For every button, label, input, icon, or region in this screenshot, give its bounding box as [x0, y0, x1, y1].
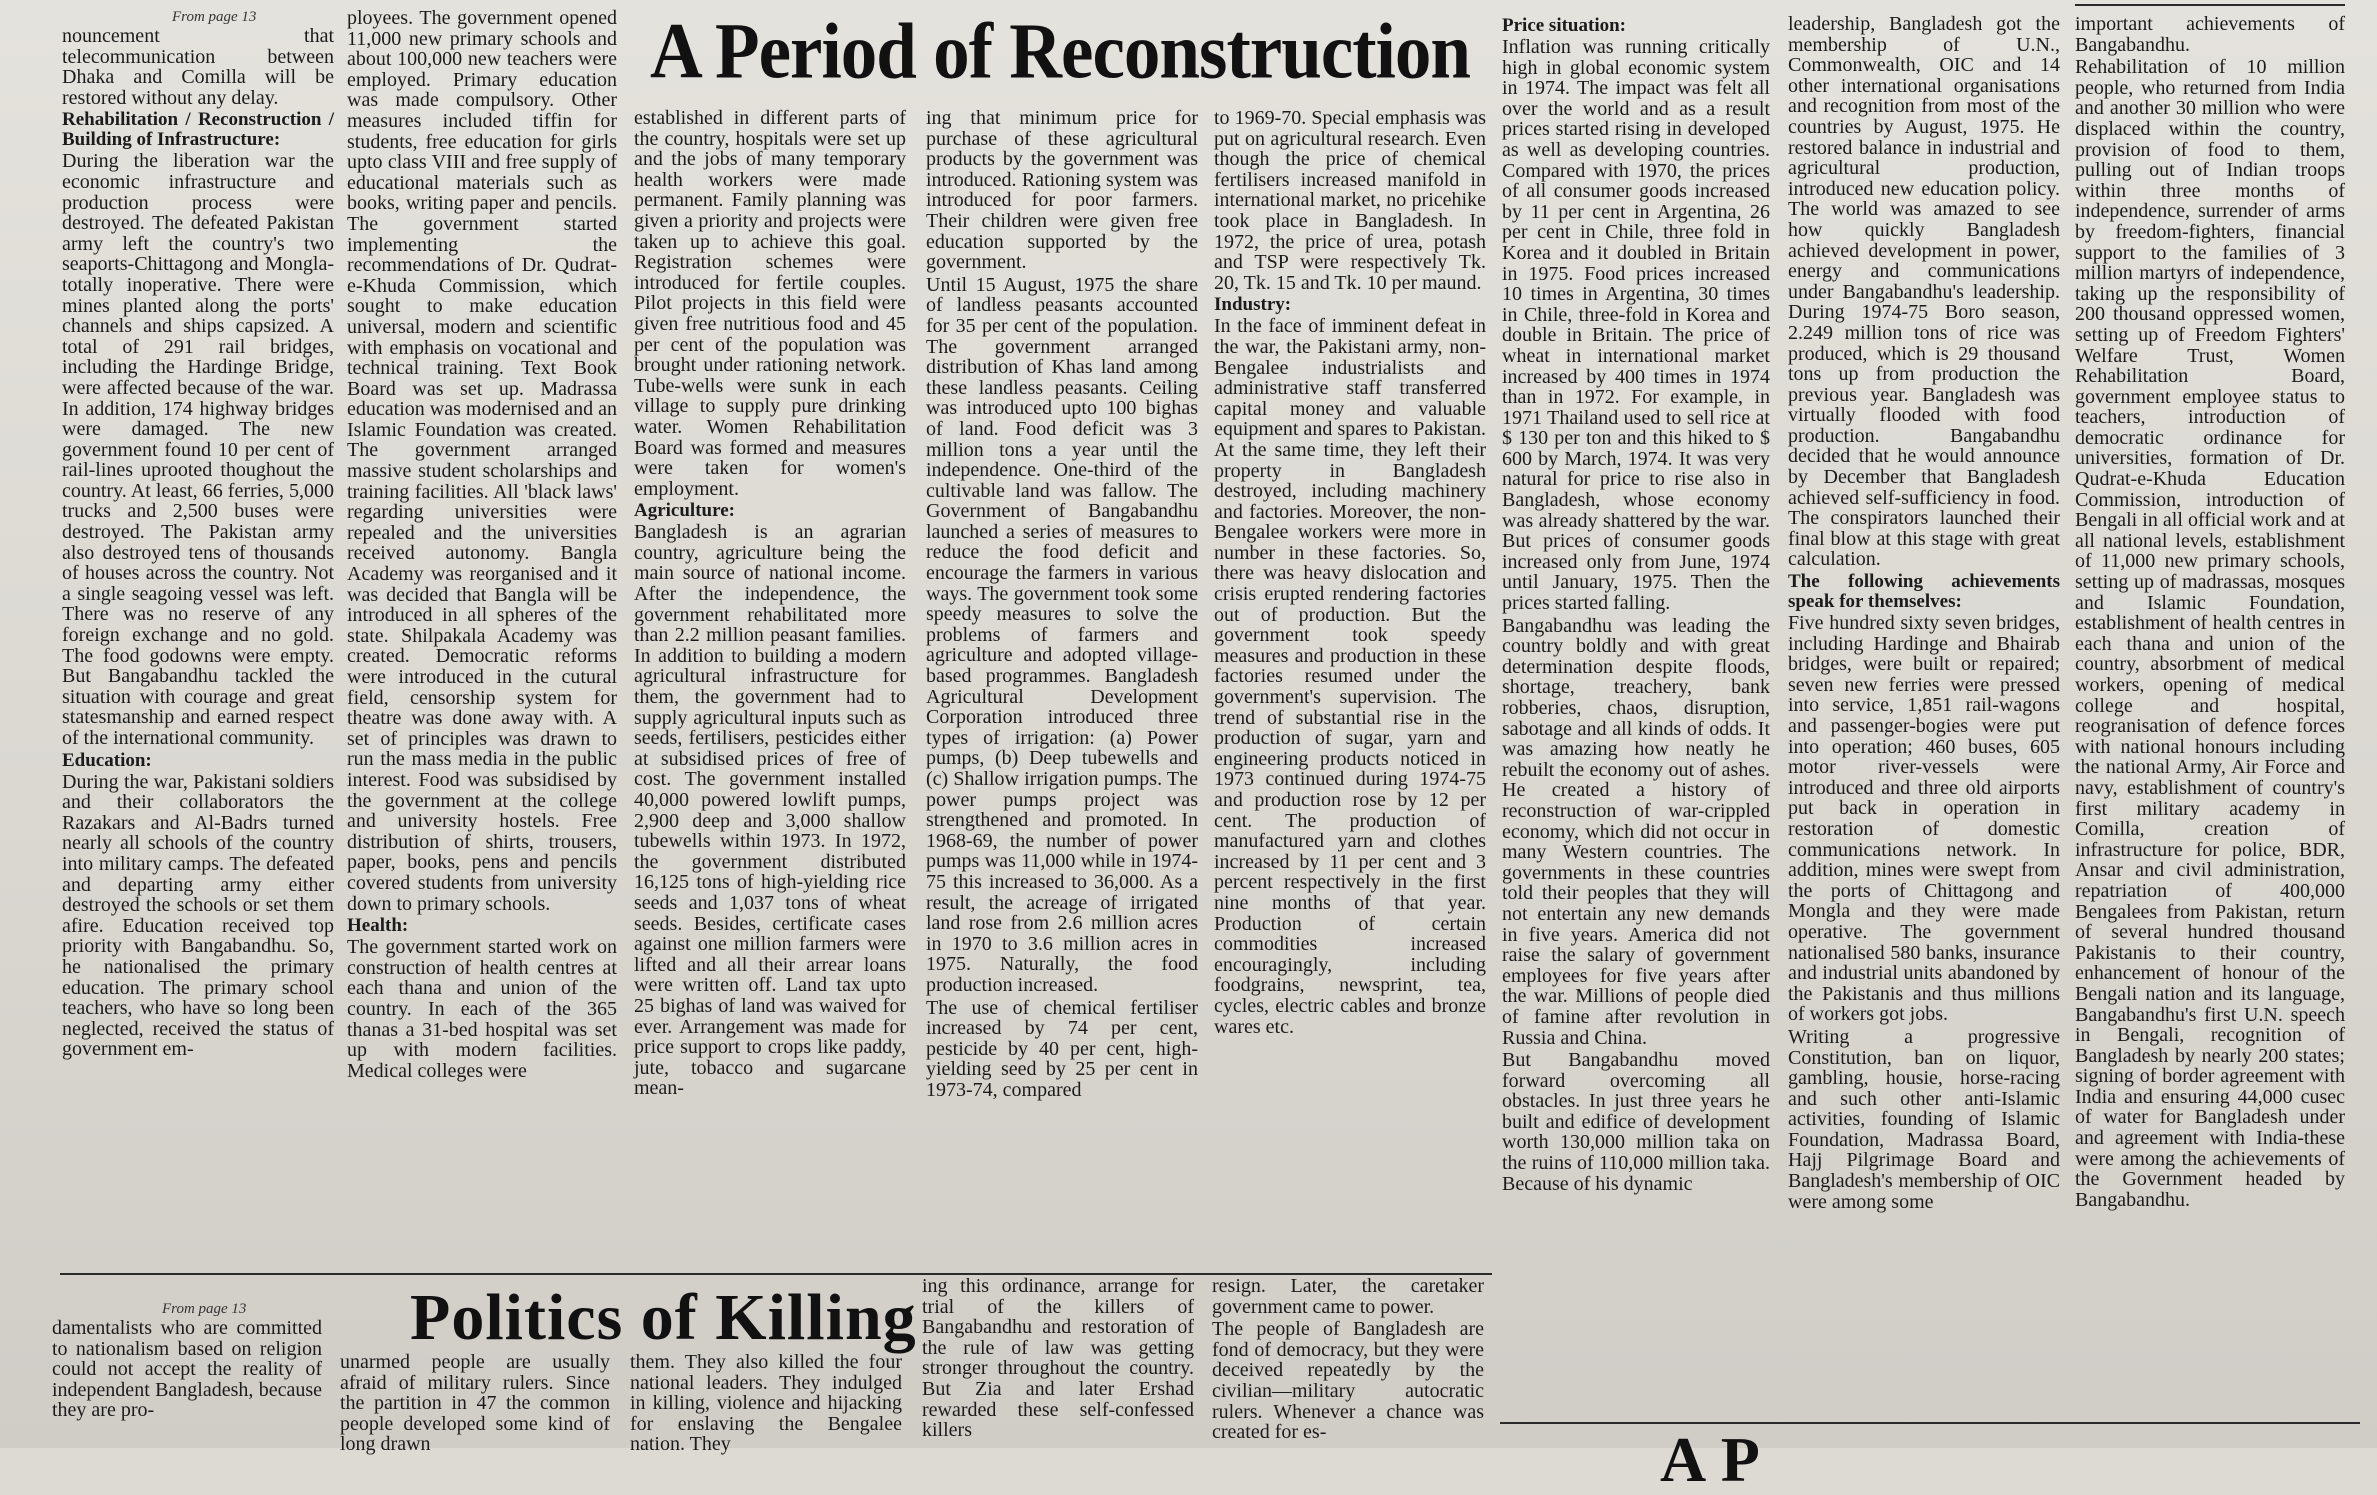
- col6-text-b: Bangabandhu was leading the country boldly and with great determination despite floods, shortage, treachery, bank robberies, chaos, disruption, sabotage and all kinds of odds. It was amazing how neatly he rebuilt the economy out of ashes. He created a history of reconstruction of war-crippled economy, which did not occur in many Western countries. The governments in these countries told their peoples that they will not entertain any new demands in five years. America did not raise the salary of government employees for five years after the war. Millions of people died of famine after revolution in Russia and China.: [1502, 614, 1770, 1049]
- col7-text-b: Writing a progressive Constitution, ban on liquor, gambling, housie, horse-racing and such other anti-Islamic activities, founding of Islamic Foundation, Madrassa Board, Hajj Pilgrimage Board and Bangladesh's membership of OIC were among some: [1788, 1025, 2060, 1213]
- subhead-industry: Industry:: [1214, 294, 1292, 316]
- col4-text-b: Until 15 August, 1975 the share of landless peasants accounted for 35 per cent of the population. The government arranged distribution of Khas land among these landless peasants. Ceiling was introduced upto 100 bighas of land. Food deficit was 3 million tons a year until the independence. One-third of the cultivable land was fallow. The Government of Bangabandhu launched a series of measures to reduce the food deficit and encourage the farmers in various ways. The government took some speedy measures to solve the problems of farmers and agriculture and adopted village-based programmes. Bangladesh Agricultural Development Corporation introduced three types of irrigation: (a) Power pumps, (b) Deep tubewells and (c) Shallow irrigation pumps. The power pumps project was strengthened and promoted. In 1968-69, the number of power pumps was 11,000 while in 1974-75 this increased to 36,000. As a result, the acreage of irrigated land rose from 2.6 million acres in 1970 to 3.6 million acres in 1975. Naturally, the food production increased.: [926, 273, 1198, 996]
- column-8: [2075, 14, 2345, 1422]
- col8-text-b: Rehabilitation of 10 million people, who returned from India and another 30 million who were displaced within the country, provision of food to them, pulling out of Indian troops within three months of independence, surrender of arms by freedom-fighters, financial support to the families of 3 million martyrs of independence, taking up the responsibility of 200 thousand oppressed women, setting up of Freedom Fighters' Welfare Trust, Women Rehabilitation Board, government employee status to teachers, introduction of democratic ordinance for universities, formation of Dr. Qudrat-e-Khuda Education Commission, introduction of Bengali in all official work and at all national levels, establishment of 11,000 new primary schools, setting up of madrassas, mosques and Islamic Foundation, establishment of health centres in each thana and union of the country, absorbment of medical workers, opening of medical college and hospital, reogranisation of defence forces with national honours including the national Army, Air Force and navy, establishment of country's first military academy in Comilla, creation of infrastructure for police, BDR, Ansar and civil administration, repatriation of 400,000 Bengalees from Pakistan, return of several hundred thousand Pakistanis to their country, enhancement of honour of the Bengali nation and its language, Bangabandhu's first U.N. speech in Bengali, recognition of Bangladesh by nearly 200 states; signing of border agreement with India and ensuring 44,000 cusec of water for Bangladesh under and agreement with India-these were among the achievements of the Government headed by Bangabandhu.: [2075, 56, 2345, 1211]
- col6-price-text: Inflation was running critically high in global economic system in 1974. The impact was felt all over the world and as a result prices started rising in developed as well as developing countries. Compared with 1970, the prices of all consumer goods increased by 11 per cent in Argentina, 26 per cent in Chile, three fold in Korea and it doubled in Britain in 1975. Food prices increased 10 times in Argentina, 30 times in Chile, three-fold in Korea and double in Britain. The price of wheat in international market increased by 400 times in 1974 than in 1972. For example, in 1971 Thailand used to sell rice at $ 130 per ton and this hiked to $ 600 by March, 1974. It was very natural for price to rise also in Bangladesh, whose economy was already shattered by the war. But prices of consumer goods increased only from June, 1974 until January, 1975. Then the prices started falling.: [1502, 36, 1770, 615]
- bottom-col3-text: them. They also killed the four national leaders. They indulged in killing, violence and hijacking for enslaving the Bengalee nation. They: [630, 1351, 902, 1456]
- column-7: [1788, 14, 2060, 1422]
- column-4: [926, 108, 1198, 1270]
- bottom-col5-text-a: resign. Later, the caretaker government came to power.: [1212, 1275, 1484, 1318]
- from-page-label: From page 13: [172, 9, 257, 25]
- column-2: [347, 8, 617, 1270]
- col7-achieve-text: Five hundred sixty seven bridges, including Hardinge and Bhairab bridges, were built or repaired; seven new ferries were pressed into service, 1,851 rail-wagons and passenger-bogies were put into operation; 460 buses, 605 motor river-vessels were introduced and three old airports put back in operation in restoration of domestic communications network. In addition, mines were swept from the ports of Chittagong and Mongla and they were made operative. The government nationalised 580 banks, insurance and industrial units abandoned by the Pakistanis and thus millions of workers got jobs.: [1788, 612, 2060, 1026]
- bottom-col4-text: ing this ordinance, arrange for trial of the killers of Bangabandhu and restoration of the rule of law was getting stronger throughout the country. But Zia and later Ershad rewarded these self-confessed killers: [922, 1275, 1194, 1442]
- subhead-education: Education:: [62, 749, 152, 771]
- col1-edu-text: During the war, Pakistani soldiers and their collaborators the Razakars and Al-Badrs turned nearly all schools of the country into military camps. The defeated and departing army either destroyed the schools or set them afire. Education received top priority with Bangabandhu. So, he nationalised the primary education. The primary school teachers, who have so long been neglected, received the status of government em-: [62, 770, 334, 1061]
- bottom-column-5: [1212, 1276, 1484, 1448]
- bottom-column-1: [52, 1300, 322, 1448]
- bottom-col5-text-b: The people of Bangladesh are fond of democracy, but they were deceived repeatedly by the civilian—military autocratic rulers. Whenever a chance was created for es-: [1212, 1318, 1484, 1444]
- bottom-column-3: [630, 1351, 902, 1456]
- col4-text-c: The use of chemical fertiliser increased by 74 per cent, pesticide by 40 per cent, high-yielding seed by 25 per cent in 1973-74, compared: [926, 996, 1198, 1101]
- col7-text-a: leadership, Bangladesh got the membership of U.N., Commonwealth, OIC and 14 other international organisations and recognition from most of the countries by August, 1975. He restored balance in industrial and agricultural production, introduced new education policy. The world was amazed to see how quickly Bangladesh achieved development in power, energy and communications under Bangabandhu's leadership. During 1974-75 Boro season, 2.249 million tons of rice was produced, which is 29 thousand tons up from production the previous year. Bangladesh was virtually flooded with food production. Bangabandhu decided that he would announce by December that Bangladesh achieved self-sufficiency in food. The conspirators launched their final blow at this stage with great calculation.: [1788, 13, 2060, 571]
- cut-off-headline: A P: [1660, 1424, 1761, 1495]
- col1-intro: nouncement that telecommunication between Dhaka and Comilla will be restored without any delay.: [62, 25, 334, 109]
- subhead-price-situation: Price situation:: [1502, 15, 1627, 36]
- subhead-achievements: The following achievements speak for themselves:: [1788, 571, 2060, 613]
- bottom-column-4: [922, 1276, 1194, 1448]
- subhead-rehabilitation: Rehabilitation / Reconstruction / Building of Infrastructure:: [62, 109, 334, 151]
- col1-rehab-text: During the liberation war the economic infrastructure and production process were destroyed. The defeated Pakistan army left the country's two seaports-Chittagong and Mongla-totally inoperative. There were mines planted along the ports' channels and ships capsized. A total of 291 rail bridges, including the Hardinge Bridge, were affected because of the war. In addition, 174 highway bridges were damaged. The new government found 10 per cent of rail-lines uprooted thoughout the country. At least, 66 ferries, 5,000 trucks and 2,500 buses were destroyed. The Pakistan army also destroyed tens of thousands of houses across the country. Not a single seagoing vessel was left. There was no reserve of any foreign exchange and no gold. The food godowns were empty. But Bangabandhu tackled the situation with courage and great statesmanship and earned respect of the international community.: [62, 150, 334, 749]
- column-5: [1214, 108, 1486, 1270]
- col5-text-a: to 1969-70. Special emphasis was put on agricultural research. Even though the price of chemical fertilisers increased manifold in international market, no pricehike took place in Bangladesh. In 1972, the price of urea, potash and TSP were respectively Tk. 20, Tk. 15 and Tk. 10 per maund.: [1214, 107, 1486, 294]
- column-3: [634, 108, 906, 1270]
- right-divider: [1500, 1422, 2360, 1424]
- col3-text: established in different parts of the country, hospitals were set up and the jobs of many temporary health workers were made permanent. Family planning was given a priority and projects were taken up to achieve this goal. Registration schemes were introduced for fertile couples. Pilot projects in this field were given free nutritious food and 45 per cent of the population was brought under rationing network. Tube-wells were sunk in each village to supply pure drinking water. Women Rehabilitation Board was formed and measures were taken for women's employment.: [634, 107, 906, 500]
- col6-text-c: But Bangabandhu moved forward overcoming all obstacles. In just three years he built and edifice of development worth 130,000 million taka on the ruins of 110,000 million taka. Because of his dynamic: [1502, 1049, 1770, 1195]
- main-headline: A Period of Reconstruction: [650, 7, 1471, 96]
- bottom-col1-text: damentalists who are committed to nationalism based on religion could not accept the reality of independent Bangladesh, because they are pro-: [52, 1317, 322, 1422]
- col2-text: ployees. The government opened 11,000 new primary schools and about 100,000 new teachers were employed. Primary education was made compulsory. Other measures included tiffin for students, free education for girls upto class VIII and free supply of educational materials such as books, writing paper and pencils. The government started implementing the recommendations of Dr. Qudrat-e-Khuda Commission, which sought to make education universal, modern and scientific with emphasis on vocational and technical training. Text Book Board was set up. Madrassa education was modernised and an Islamic Foundation was created. The government arranged massive student scholarships and training facilities. All 'black laws' regarding universities were repealed and the universities received autonomy. Bangla Academy was reorganised and it was decided that Bangla will be introduced in all spheres of the state. Shilpakala Academy was created. Democratic reforms were introduced in the cutural field, censorship system for theatre was done away with. A set of principles was drawn to run the mass media in the public interest. Food was subsidised by the government at the college and university hostels. Free distribution of shirts, trousers, paper, books, pens and pencils covered students from university down to primary schools.: [347, 7, 617, 915]
- col4-text-a: ing that minimum price for purchase of these agricultural products by the government was introduced. Rationing system was introduced for poor farmers. Their children were given free education supported by the government.: [926, 107, 1198, 274]
- top-right-rule: [2075, 4, 2345, 6]
- bottom-col2-text: unarmed people are usually afraid of military rulers. Since the partition in 47 the common people developed some kind of long drawn: [340, 1351, 610, 1456]
- column-6: [1502, 14, 1770, 1422]
- from-page-label-bottom: From page 13: [162, 1301, 247, 1317]
- subhead-agriculture: Agriculture:: [634, 500, 735, 522]
- column-1: [62, 8, 334, 1270]
- col2-health-text: The government started work on construction of health centres at each thana and union of the country. In each of the 365 thanas a 31-bed hospital was set up with modern facilities. Medical colleges were: [347, 936, 617, 1082]
- subhead-health: Health:: [347, 915, 409, 937]
- col5-industry-text: In the face of imminent defeat in the war, the Pakistani army, non-Bengalee industrialists and administrative staff transferred capital money and valuable equipment and spares to Pakistan. At the same time, they left their property in Bangladesh destroyed, including machinery and factories. Moreover, the non-Bengalee workers were more in number in these factories. So, there was heavy dislocation and crisis erupted rendering factories out of production. But the government took speedy measures and production in these factories resumed under the government's supervision. The trend of substantial rise in the production of sugar, yarn and engineering products noticed in 1973 continued during 1974-75 and production rose by 12 per cent. The production of manufactured yarn and clothes increased by 11 per cent and 3 percent respectively in the first nine months of that year. Production of certain commodities increased encouragingly, including foodgrains, newsprint, tea, cycles, electric cables and bronze wares etc.: [1214, 315, 1486, 1038]
- col3-agri-text: Bangladesh is an agrarian country, agriculture being the main source of national income. After the independence, the government rehabilitated more than 2.2 million peasant families. In addition to building a modern agricultural infrastructure for them, the government had to supply agricultural inputs such as seeds, fertilisers, pesticides either at subsidised prices of free of cost. The government installed 40,000 powered lowlift pumps, 2,900 deep and 3,000 shallow tubewells within 1973. In 1972, the government distributed 16,125 tons of high-yielding rice seeds and 1,037 tons of wheat seeds. Besides, certificate cases against one million farmers were lifted and all their arrear loans were written off. Land tax upto 25 bighas of land was waived for ever. Arrangement was made for price support to crops like paddy, jute, tobacco and sugarcane mean-: [634, 521, 906, 1100]
- col8-text-a: important achievements of Bangabandhu.: [2075, 13, 2345, 56]
- bottom-headline: Politics of Killing: [410, 1281, 917, 1354]
- bottom-column-2: [340, 1351, 610, 1456]
